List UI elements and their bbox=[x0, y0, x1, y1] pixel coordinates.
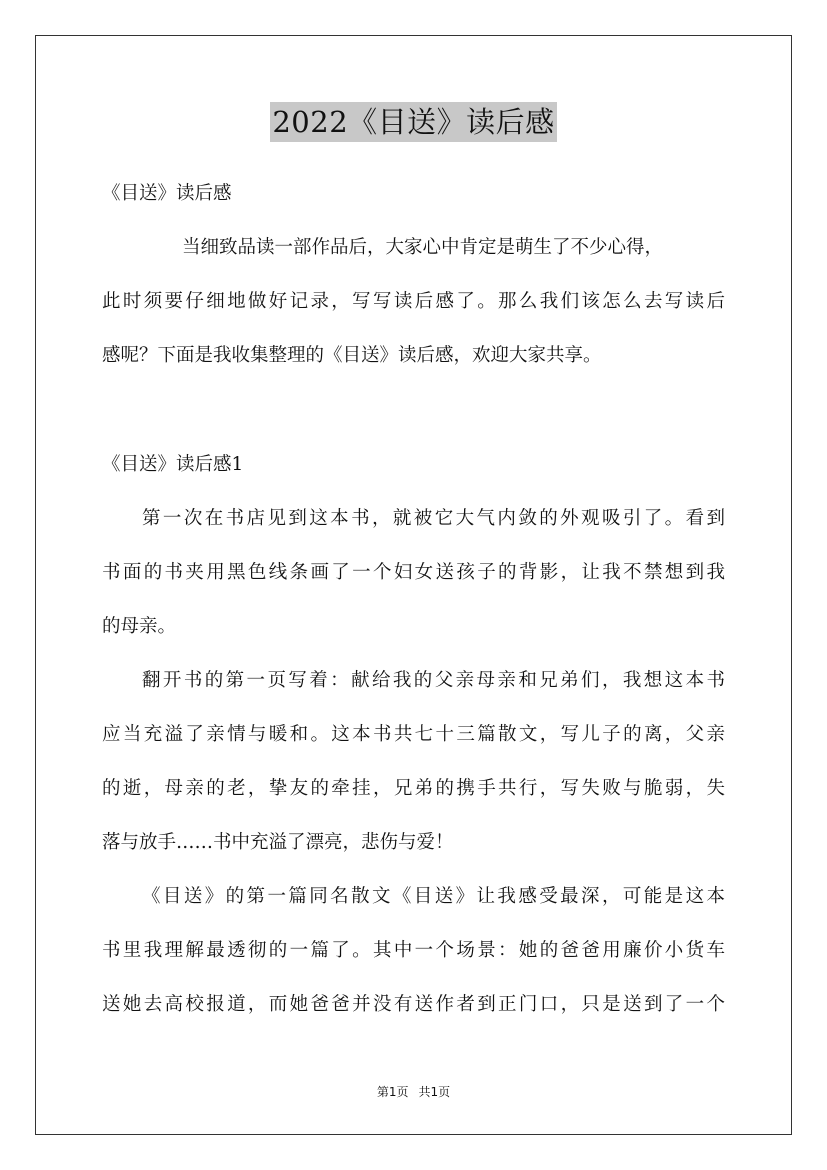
paragraph-line: 翻开书的第一页写着：献给我的父亲母亲和兄弟们，我想这本书 bbox=[142, 670, 725, 691]
paragraph-line: 《目送》的第一篇同名散文《目送》让我感受最深，可能是这本 bbox=[142, 886, 725, 907]
paragraph-line: 此时须要仔细地做好记录，写写读后感了。那么我们该怎么去写读后 bbox=[102, 291, 725, 312]
paragraph-line: 感呢？下面是我收集整理的《目送》读后感，欢迎大家共享。 bbox=[102, 345, 602, 366]
paragraph-line: 书里我理解最透彻的一篇了。其中一个场景：她的爸爸用廉价小货车 bbox=[102, 940, 725, 961]
document-title: 2022《目送》读后感 bbox=[270, 102, 556, 142]
title-container bbox=[0, 102, 827, 142]
paragraph-line: 送她去高校报道，而她爸爸并没有送作者到正门口，只是送到了一个 bbox=[102, 994, 725, 1015]
paragraph-line: 的逝，母亲的老，挚友的牵挂，兄弟的携手共行，写失败与脆弱，失 bbox=[102, 778, 725, 799]
paragraph-line: 的母亲。 bbox=[102, 616, 177, 637]
paragraph-line: 书面的书夹用黑色线条画了一个妇女送孩子的背影，让我不禁想到我 bbox=[102, 562, 725, 583]
page-footer bbox=[0, 1084, 827, 1100]
page-total: 共1页 bbox=[418, 1085, 451, 1099]
section-heading: 《目送》读后感1 bbox=[102, 454, 244, 475]
section-heading: 《目送》读后感 bbox=[102, 183, 232, 204]
paragraph-line: 第一次在书店见到这本书，就被它大气内敛的外观吸引了。看到 bbox=[142, 508, 725, 529]
paragraph-line: 当细致品读一部作品后，大家心中肯定是萌生了不少心得， bbox=[182, 237, 664, 258]
page-number: 第1页 bbox=[376, 1085, 409, 1099]
paragraph-line: 落与放手……书中充溢了漂亮，悲伤与爱！ bbox=[102, 832, 454, 853]
paragraph-line: 应当充溢了亲情与暖和。这本书共七十三篇散文，写儿子的离，父亲 bbox=[102, 724, 725, 745]
